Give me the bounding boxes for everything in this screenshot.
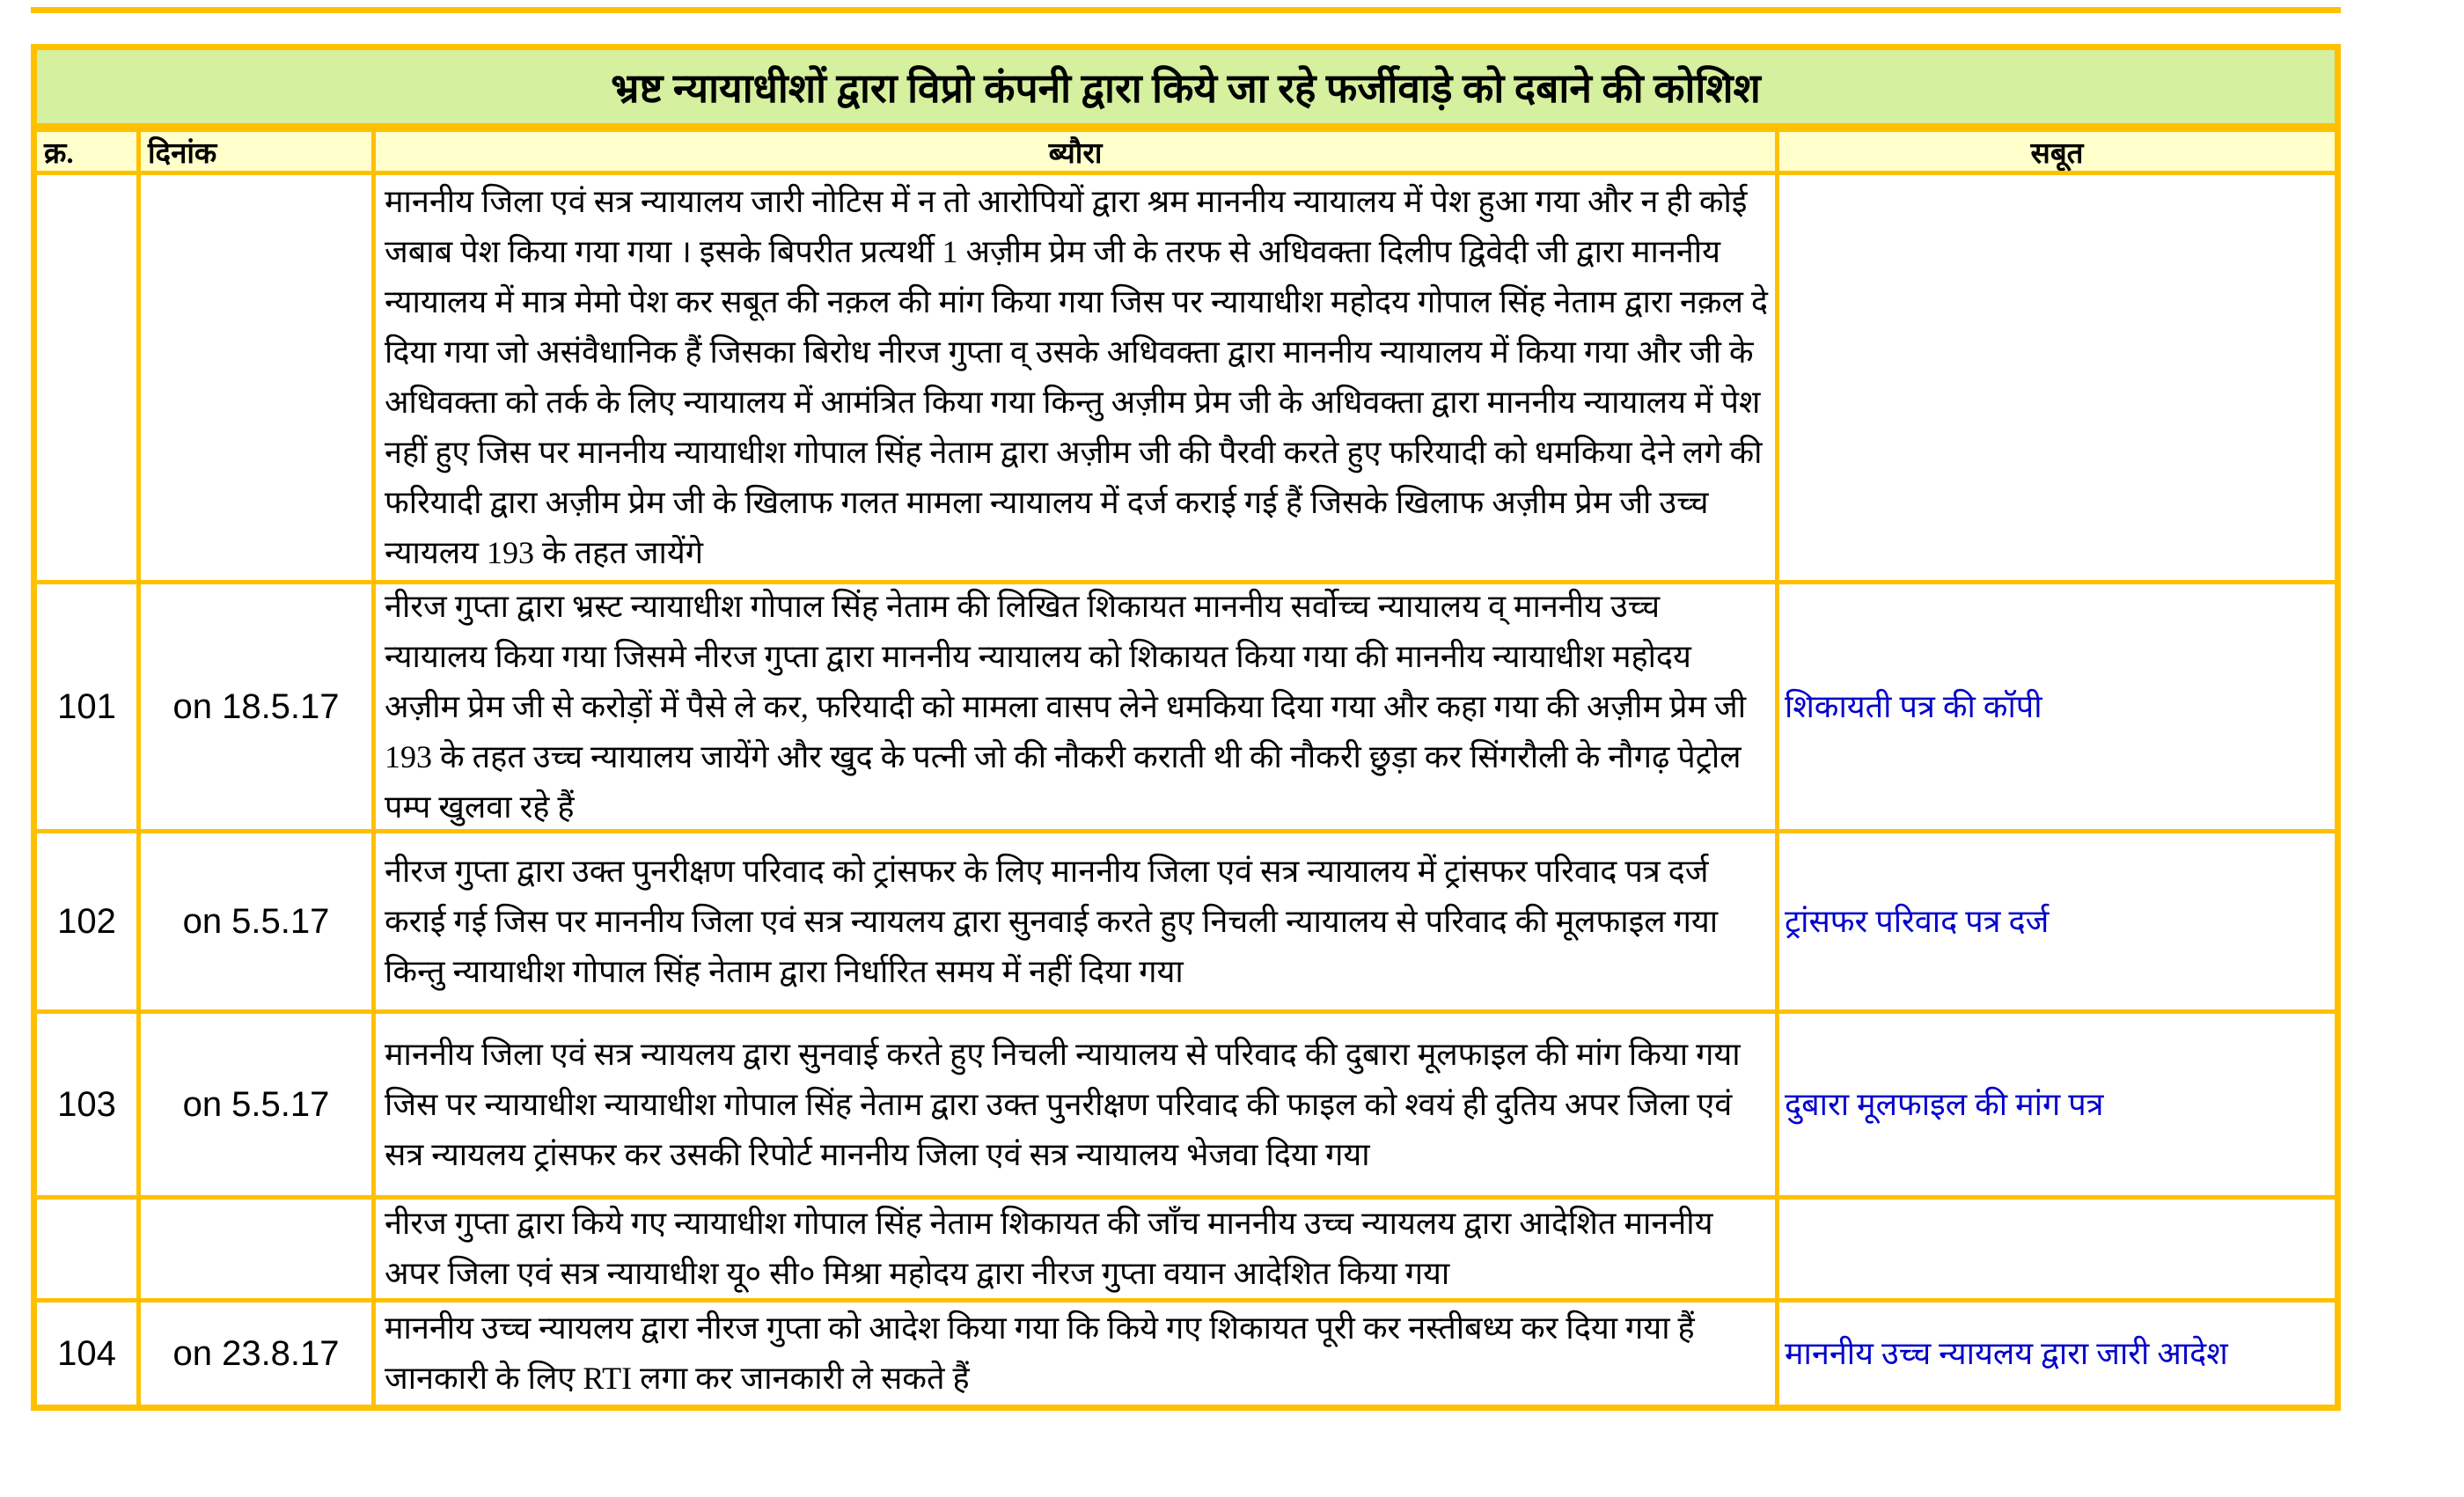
evidence-link[interactable]: माननीय उच्च न्यायलय द्वारा जारी आदेश xyxy=(1779,1303,2335,1405)
table-top-border-line xyxy=(31,7,2341,13)
date-cell: on 18.5.17 xyxy=(141,584,371,829)
details-cell: नीरज गुप्ता द्वारा किये गए न्यायाधीश गोपाल सिंह नेताम शिकायत की जाँच माननीय उच्च न्यायलय द्वारा आदेशित माननीय अपर जिला एवं सत्र न्यायाधीश यू० सी० मिश्रा महोदय द्वारा नीरज गुप्ता वयान आदेशित किया गया xyxy=(376,1200,1775,1298)
details-cell: नीरज गुप्ता द्वारा भ्रस्ट न्यायाधीश गोपाल सिंह नेताम की लिखित शिकायत माननीय सर्वोच्च न्यायालय व् माननीय उच्च न्यायालय किया गया जिसमे नीरज गुप्ता द्वारा माननीय न्यायालय को शिकायत किया गया की माननीय न्यायाधीश महोदय अज़ीम प्रेम जी से करोड़ों में पैसे ले कर, फरियादी को मामला वासप लेने धमकिया दिया गया और कहा गया की अज़ीम प्रेम जी 193 के तहत उच्च न्यायालय जायेंगे और खुद के पत्नी जो की नौकरी कराती थी की नौकरी छुड़ा कर सिंगरौली के नौगढ़ पेट्रोल पम्प खुलवा रहे हैं xyxy=(376,584,1775,829)
header-details: ब्यौरा xyxy=(376,132,1775,171)
evidence-link[interactable]: दुबारा मूलफाइल की मांग पत्र xyxy=(1779,1014,2335,1195)
serial-cell: 102 xyxy=(37,833,136,1009)
date-cell xyxy=(141,1200,371,1298)
date-cell: on 23.8.17 xyxy=(141,1303,371,1405)
serial-cell xyxy=(37,175,136,580)
evidence-link[interactable]: ट्रांसफर परिवाद पत्र दर्ज xyxy=(1779,833,2335,1009)
details-cell: माननीय जिला एवं सत्र न्यायलय द्वारा सुनवाई करते हुए निचली न्यायालय से परिवाद की दुबारा मूलफाइल की मांग किया गया जिस पर न्यायाधीश न्यायाधीश गोपाल सिंह नेताम द्वारा उक्त पुनरीक्षण परिवाद की फाइल को श्वयं ही दुतिय अपर जिला एवं सत्र न्यायलय ट्रांसफर कर उसकी रिपोर्ट माननीय जिला एवं सत्र न्यायालय भेजवा दिया गया xyxy=(376,1014,1775,1195)
evidence-cell xyxy=(1779,175,2335,580)
serial-cell: 104 xyxy=(37,1303,136,1405)
date-cell xyxy=(141,175,371,580)
evidence-link[interactable]: शिकायती पत्र की कॉपी xyxy=(1779,584,2335,829)
header-date: दिनांक xyxy=(141,132,371,171)
header-evidence: सबूत xyxy=(1779,132,2335,171)
date-cell: on 5.5.17 xyxy=(141,833,371,1009)
serial-cell: 103 xyxy=(37,1014,136,1195)
table-title: भ्रष्ट न्यायाधीशों द्वारा विप्रो कंपनी द्वारा किये जा रहे फर्जीवाड़े को दबाने की कोशिश xyxy=(37,50,2335,128)
header-serial: क्र. xyxy=(37,132,136,171)
evidence-cell xyxy=(1779,1200,2335,1298)
details-cell: नीरज गुप्ता द्वारा उक्त पुनरीक्षण परिवाद को ट्रांसफर के लिए माननीय जिला एवं सत्र न्यायालय में ट्रांसफर परिवाद पत्र दर्ज कराई गई जिस पर माननीय जिला एवं सत्र न्यायलय द्वारा सुनवाई करते हुए निचली न्यायालय से परिवाद की मूलफाइल गया किन्तु न्यायाधीश गोपाल सिंह नेताम द्वारा निर्धारित समय में नहीं दिया गया xyxy=(376,833,1775,1009)
serial-cell: 101 xyxy=(37,584,136,829)
complaints-table xyxy=(31,44,2341,1411)
date-cell: on 5.5.17 xyxy=(141,1014,371,1195)
serial-cell xyxy=(37,1200,136,1298)
details-cell: माननीय जिला एवं सत्र न्यायालय जारी नोटिस में न तो आरोपियों द्वारा श्रम माननीय न्यायालय में पेश हुआ गया और न ही कोई जबाब पेश किया गया गया । इसके बिपरीत प्रत्यर्थी 1 अज़ीम प्रेम जी के तरफ से अधिवक्ता दिलीप द्विवेदी जी द्वारा माननीय न्यायालय में मात्र मेमो पेश कर सबूत की नक़ल की मांग किया गया जिस पर न्यायाधीश महोदय गोपाल सिंह नेताम द्वारा नक़ल दे दिया गया जो असंवैधानिक हैं जिसका बिरोध नीरज गुप्ता व् उसके अधिवक्ता द्वारा माननीय न्यायालय में किया गया और जी के अधिवक्ता को तर्क के लिए न्यायालय में आमंत्रित किया गया किन्तु अज़ीम प्रेम जी के अधिवक्ता द्वारा माननीय न्यायालय में पेश नहीं हुए जिस पर माननीय न्यायाधीश गोपाल सिंह नेताम द्वारा अज़ीम जी की पैरवी करते हुए फरियादी को धमकिया देने लगे की फरियादी द्वारा अज़ीम प्रेम जी के खिलाफ गलत मामला न्यायालय में दर्ज कराई गई हैं जिसके खिलाफ अज़ीम प्रेम जी उच्च न्यायलय 193 के तहत जायेंगे xyxy=(376,175,1775,580)
details-cell: माननीय उच्च न्यायलय द्वारा नीरज गुप्ता को आदेश किया गया कि किये गए शिकायत पूरी कर नस्तीबध्य कर दिया गया हैं जानकारी के लिए RTI लगा कर जानकारी ले सकते हैं xyxy=(376,1303,1775,1405)
